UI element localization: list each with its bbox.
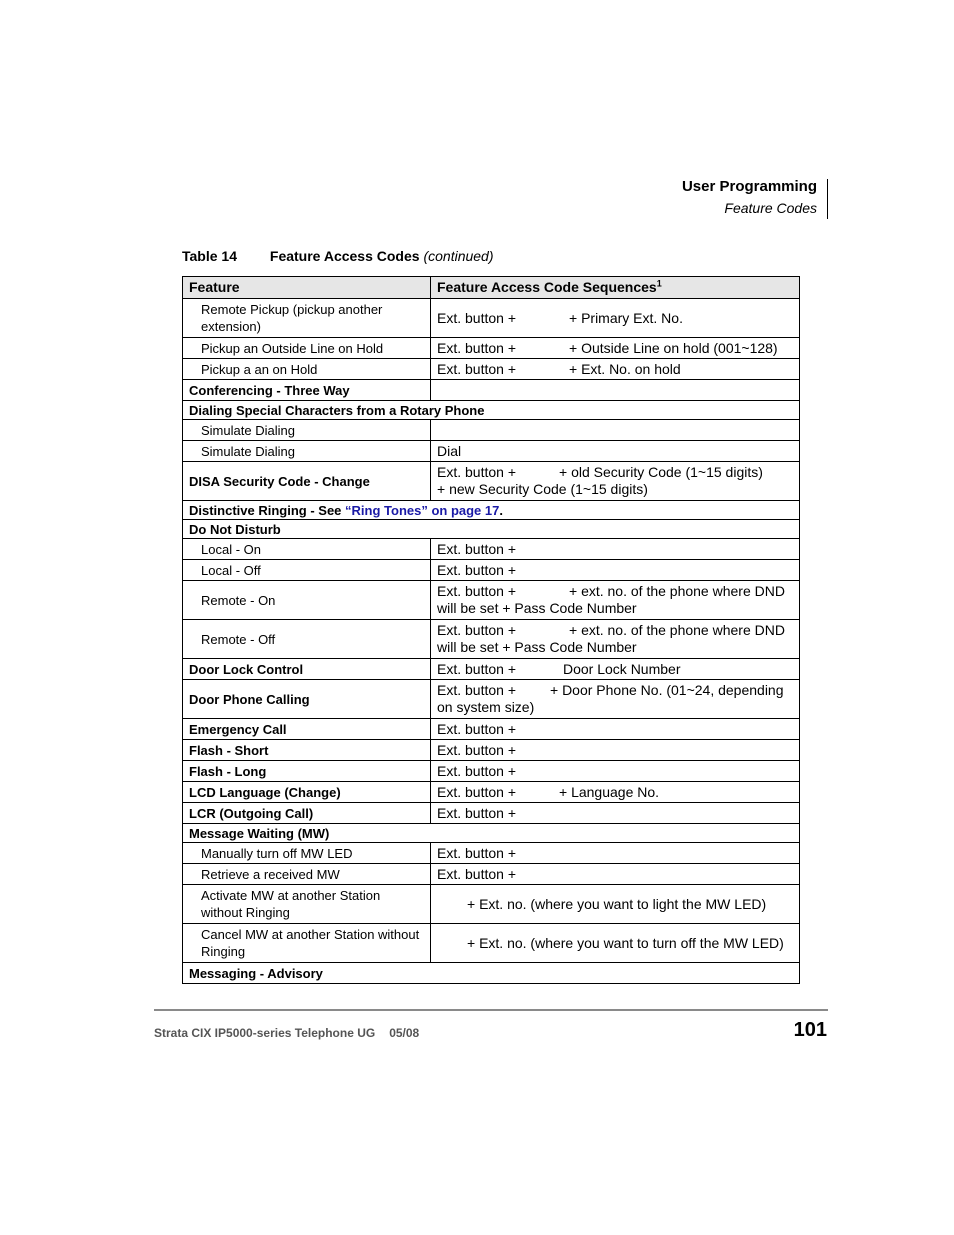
table-row <box>183 420 800 441</box>
code-cell: Ext. button + + Ext. No. on hold <box>431 359 800 380</box>
feature-cell: Simulate Dialing <box>183 441 431 462</box>
table-row <box>183 782 800 803</box>
page-number: 101 <box>793 1019 827 1041</box>
table-row <box>183 581 800 620</box>
table-row <box>183 864 800 885</box>
code-cell <box>431 380 800 401</box>
code-cell: Ext. button + Door Lock Number <box>431 659 800 680</box>
code-cell: Ext. button + + Outside Line on hold (001~128) <box>431 338 800 359</box>
footer-date: 05/08 <box>389 1026 420 1040</box>
feature-cell: Flash - Long <box>183 761 431 782</box>
table-continued: (continued) <box>423 248 494 264</box>
feature-cell: Simulate Dialing <box>183 420 431 441</box>
feature-cell: Cancel MW at another Station without Ringing <box>183 924 431 963</box>
table-row <box>183 620 800 659</box>
feature-cell: Remote - On <box>183 581 431 620</box>
table-row <box>183 740 800 761</box>
feature-cell: LCR (Outgoing Call) <box>183 803 431 824</box>
feature-cell: Pickup a an on Hold <box>183 359 431 380</box>
running-header-title: User Programming <box>681 178 817 195</box>
feature-cell: Manually turn off MW LED <box>183 843 431 864</box>
feature-cell: Flash - Short <box>183 740 431 761</box>
section-row <box>183 501 800 520</box>
footer-doc-title: Strata CIX IP5000-series Telephone UG <box>154 1026 376 1040</box>
code-cell: Ext. button + <box>431 539 800 560</box>
table-row <box>183 843 800 864</box>
code-cell: Ext. button + + ext. no. of the phone where DND will be set + Pass Code Number <box>431 620 800 659</box>
code-cell: Ext. button + <box>431 843 800 864</box>
section-row <box>183 401 800 420</box>
section-heading: Dialing Special Characters from a Rotary Phone <box>183 401 800 420</box>
code-cell: Ext. button + + ext. no. of the phone where DND will be set + Pass Code Number <box>431 581 800 620</box>
table-row <box>183 359 800 380</box>
table-row <box>183 803 800 824</box>
table-title: Feature Access Codes <box>269 248 420 264</box>
code-cell: Ext. button + <box>431 761 800 782</box>
table-row <box>183 963 800 984</box>
feature-cell: Door Lock Control <box>183 659 431 680</box>
code-cell: Ext. button + <box>431 864 800 885</box>
table-caption <box>182 248 494 264</box>
section-heading: Message Waiting (MW) <box>183 824 800 843</box>
code-cell: Dial <box>431 441 800 462</box>
table-row <box>183 885 800 924</box>
table-header-row <box>183 277 800 299</box>
ring-tones-link[interactable]: “Ring Tones” on page 17 <box>345 502 500 518</box>
feature-cell: Pickup an Outside Line on Hold <box>183 338 431 359</box>
code-cell: Ext. button + + old Security Code (1~15 digits) + new Security Code (1~15 digits) <box>431 462 800 501</box>
code-cell: Ext. button + <box>431 740 800 761</box>
footer-rule <box>154 1009 828 1011</box>
running-header-subtitle: Feature Codes <box>724 200 817 216</box>
code-cell: Ext. button + <box>431 803 800 824</box>
section-heading: Distinctive Ringing - See “Ring Tones” on page 17. <box>183 501 800 520</box>
table-row <box>183 924 800 963</box>
feature-cell: Activate MW at another Station without Ringing <box>183 885 431 924</box>
feature-cell: LCD Language (Change) <box>183 782 431 803</box>
table-row <box>183 299 800 338</box>
code-cell <box>431 420 800 441</box>
table-row <box>183 761 800 782</box>
code-cell: + Ext. no. (where you want to light the MW LED) <box>431 885 800 924</box>
code-cell: Ext. button + <box>431 719 800 740</box>
header-vertical-rule <box>827 179 828 219</box>
section-heading: Messaging - Advisory <box>183 963 800 984</box>
feature-access-codes-table <box>182 276 800 984</box>
table-row <box>183 659 800 680</box>
feature-cell: DISA Security Code - Change <box>183 462 431 501</box>
table-row <box>183 719 800 740</box>
section-heading: Do Not Disturb <box>183 520 800 539</box>
table-row <box>183 380 800 401</box>
table-row <box>183 338 800 359</box>
feature-cell: Remote - Off <box>183 620 431 659</box>
table-row <box>183 680 800 719</box>
code-cell: + Ext. no. (where you want to turn off the MW LED) <box>431 924 800 963</box>
code-cell: Ext. button + + Primary Ext. No. <box>431 299 800 338</box>
column-header-feature: Feature <box>183 277 431 299</box>
code-cell: Ext. button + + Language No. <box>431 782 800 803</box>
section-row <box>183 520 800 539</box>
code-cell: Ext. button + + Door Phone No. (01~24, depending on system size) <box>431 680 800 719</box>
section-row <box>183 824 800 843</box>
feature-cell: Local - Off <box>183 560 431 581</box>
feature-cell: Remote Pickup (pickup another extension) <box>183 299 431 338</box>
table-row <box>183 539 800 560</box>
code-cell: Ext. button + <box>431 560 800 581</box>
feature-cell: Door Phone Calling <box>183 680 431 719</box>
table-row <box>183 560 800 581</box>
footer-doc-info <box>154 1026 419 1040</box>
table-row <box>183 462 800 501</box>
feature-cell: Local - On <box>183 539 431 560</box>
table-row <box>183 441 800 462</box>
feature-cell: Conferencing - Three Way <box>183 380 431 401</box>
feature-cell: Emergency Call <box>183 719 431 740</box>
column-header-code: Feature Access Code Sequences$^1$ <box>431 277 800 299</box>
feature-cell: Retrieve a received MW <box>183 864 431 885</box>
table-number: Table 14 <box>182 248 237 264</box>
